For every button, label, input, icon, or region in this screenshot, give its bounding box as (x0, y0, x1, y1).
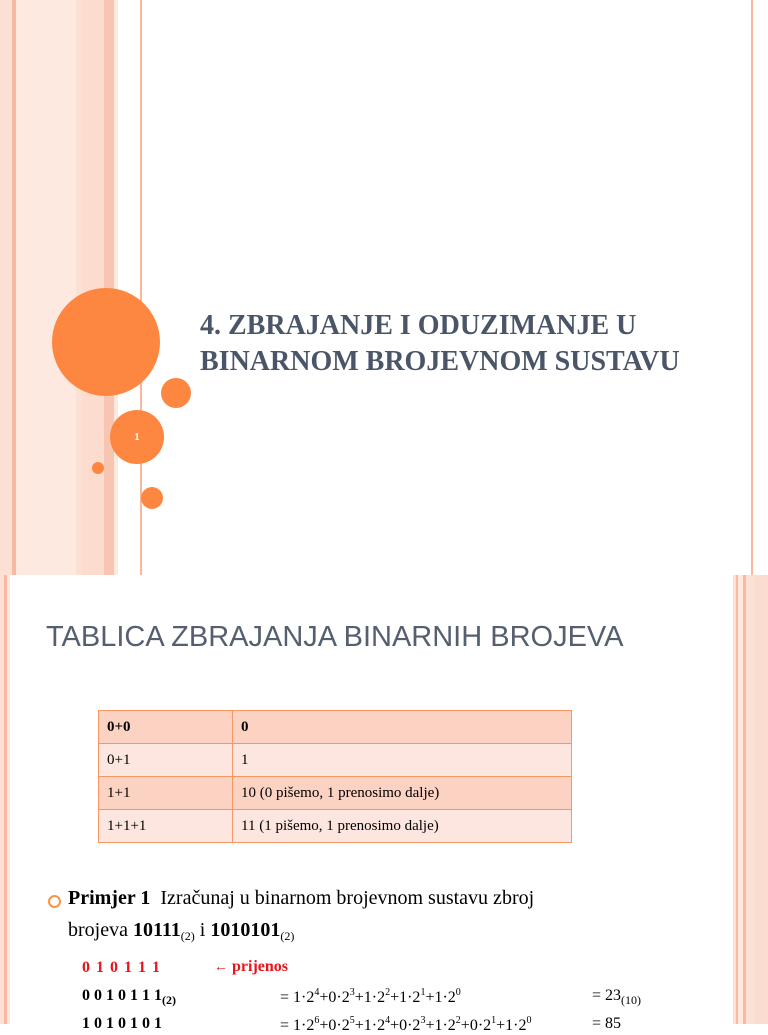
left-stripes (0, 575, 10, 1024)
expansion-term: +1·2 (390, 989, 421, 1006)
table-cell: 11 (1 pišemo, 1 prenosimo dalje) (233, 810, 572, 843)
exponent: 2 (455, 1015, 461, 1026)
expansion-term: = 1·2 (280, 989, 315, 1006)
table-row (99, 744, 572, 777)
exponent: 4 (385, 1015, 391, 1026)
decimal-result-1 (592, 987, 641, 1008)
table-cell: 0+0 (99, 711, 233, 744)
table-row (99, 777, 572, 810)
expansion-1 (280, 987, 461, 1007)
decimal-result-2 (592, 1015, 621, 1033)
bullet-ring-icon (48, 895, 61, 908)
small-circle-decoration (141, 487, 163, 509)
expansion-term: +0·2 (390, 1017, 421, 1034)
result-value: = 23 (592, 987, 622, 1004)
expansion-term: +1·2 (496, 1017, 527, 1034)
example-line-1 (68, 887, 534, 910)
expansion-term: +0·2 (319, 989, 350, 1006)
table-cell: 1+1+1 (99, 810, 233, 843)
base-subscript: (2) (162, 993, 176, 1007)
carry-label-text: prijenos (232, 958, 288, 975)
exponent: 6 (314, 1015, 320, 1026)
exponent: 3 (420, 1015, 426, 1026)
addition-table (98, 710, 572, 843)
exponent: 2 (385, 987, 391, 998)
content-slide (0, 575, 768, 1034)
large-circle-decoration (52, 288, 160, 396)
number-1: 10111 (132, 919, 181, 941)
medium-circle-decoration (161, 378, 191, 408)
exponent: 5 (349, 1015, 355, 1026)
exponent: 3 (349, 987, 355, 998)
example-text: Izračunaj u binarnom brojevnom sustavu zbroj (160, 887, 535, 909)
carry-label (214, 958, 288, 976)
slide-title: TABLICA ZBRAJANJA BINARNIH BROJEVA (46, 621, 624, 653)
exponent: 1 (491, 1015, 497, 1026)
right-stripes (733, 575, 768, 1024)
slide-number-badge (110, 410, 164, 464)
arrow-left-icon: ← (214, 960, 228, 975)
exponent: 0 (526, 1015, 532, 1026)
table-row (99, 711, 572, 744)
addend-digits: 1 0 1 0 1 0 1 (82, 1015, 162, 1032)
base-subscript: (2) (280, 929, 295, 943)
expansion-term: +1·2 (425, 1017, 456, 1034)
base-subscript: (2) (180, 929, 195, 943)
addend-digits: 0 0 1 0 1 1 1 (82, 987, 162, 1004)
table-row (99, 810, 572, 843)
result-value: = 85 (592, 1015, 622, 1032)
base-subscript: (10) (621, 993, 642, 1007)
addend-row-1 (82, 987, 176, 1008)
carry-digits: 0 1 0 1 1 1 (82, 959, 161, 976)
expansion-term: +1·2 (354, 1017, 386, 1034)
expansion-term: +0·2 (319, 1017, 350, 1034)
right-border-line (751, 0, 753, 575)
table-cell: 0 (233, 711, 572, 744)
expansion-2 (280, 1015, 532, 1035)
exponent: 4 (314, 987, 320, 998)
tiny-circle-decoration (92, 462, 104, 474)
table-cell: 0+1 (99, 744, 233, 777)
slide-number: 1 (134, 431, 140, 443)
expansion-term: +1·2 (354, 989, 386, 1006)
exponent: 0 (455, 987, 461, 998)
expansion-term: = 1·2 (280, 1017, 315, 1034)
decorative-stripes (0, 0, 160, 575)
conjunction: i (199, 919, 206, 941)
number-2: 1010101 (210, 919, 281, 941)
example-text: brojeva (68, 919, 128, 941)
expansion-term: +1·2 (425, 989, 456, 1006)
example-line-2 (68, 919, 294, 944)
addend-row-2 (82, 1015, 162, 1033)
exponent: 1 (420, 987, 426, 998)
table-cell: 10 (0 pišemo, 1 prenosimo dalje) (233, 777, 572, 810)
expansion-term: +0·2 (460, 1017, 492, 1034)
table-cell: 1 (233, 744, 572, 777)
table-cell: 1+1 (99, 777, 233, 810)
slide-title: 4. ZBRAJANJE I ODUZIMANJE U BINARNOM BROJEVNOM SUSTAVU (200, 310, 680, 377)
example-label: Primjer 1 (68, 887, 151, 909)
